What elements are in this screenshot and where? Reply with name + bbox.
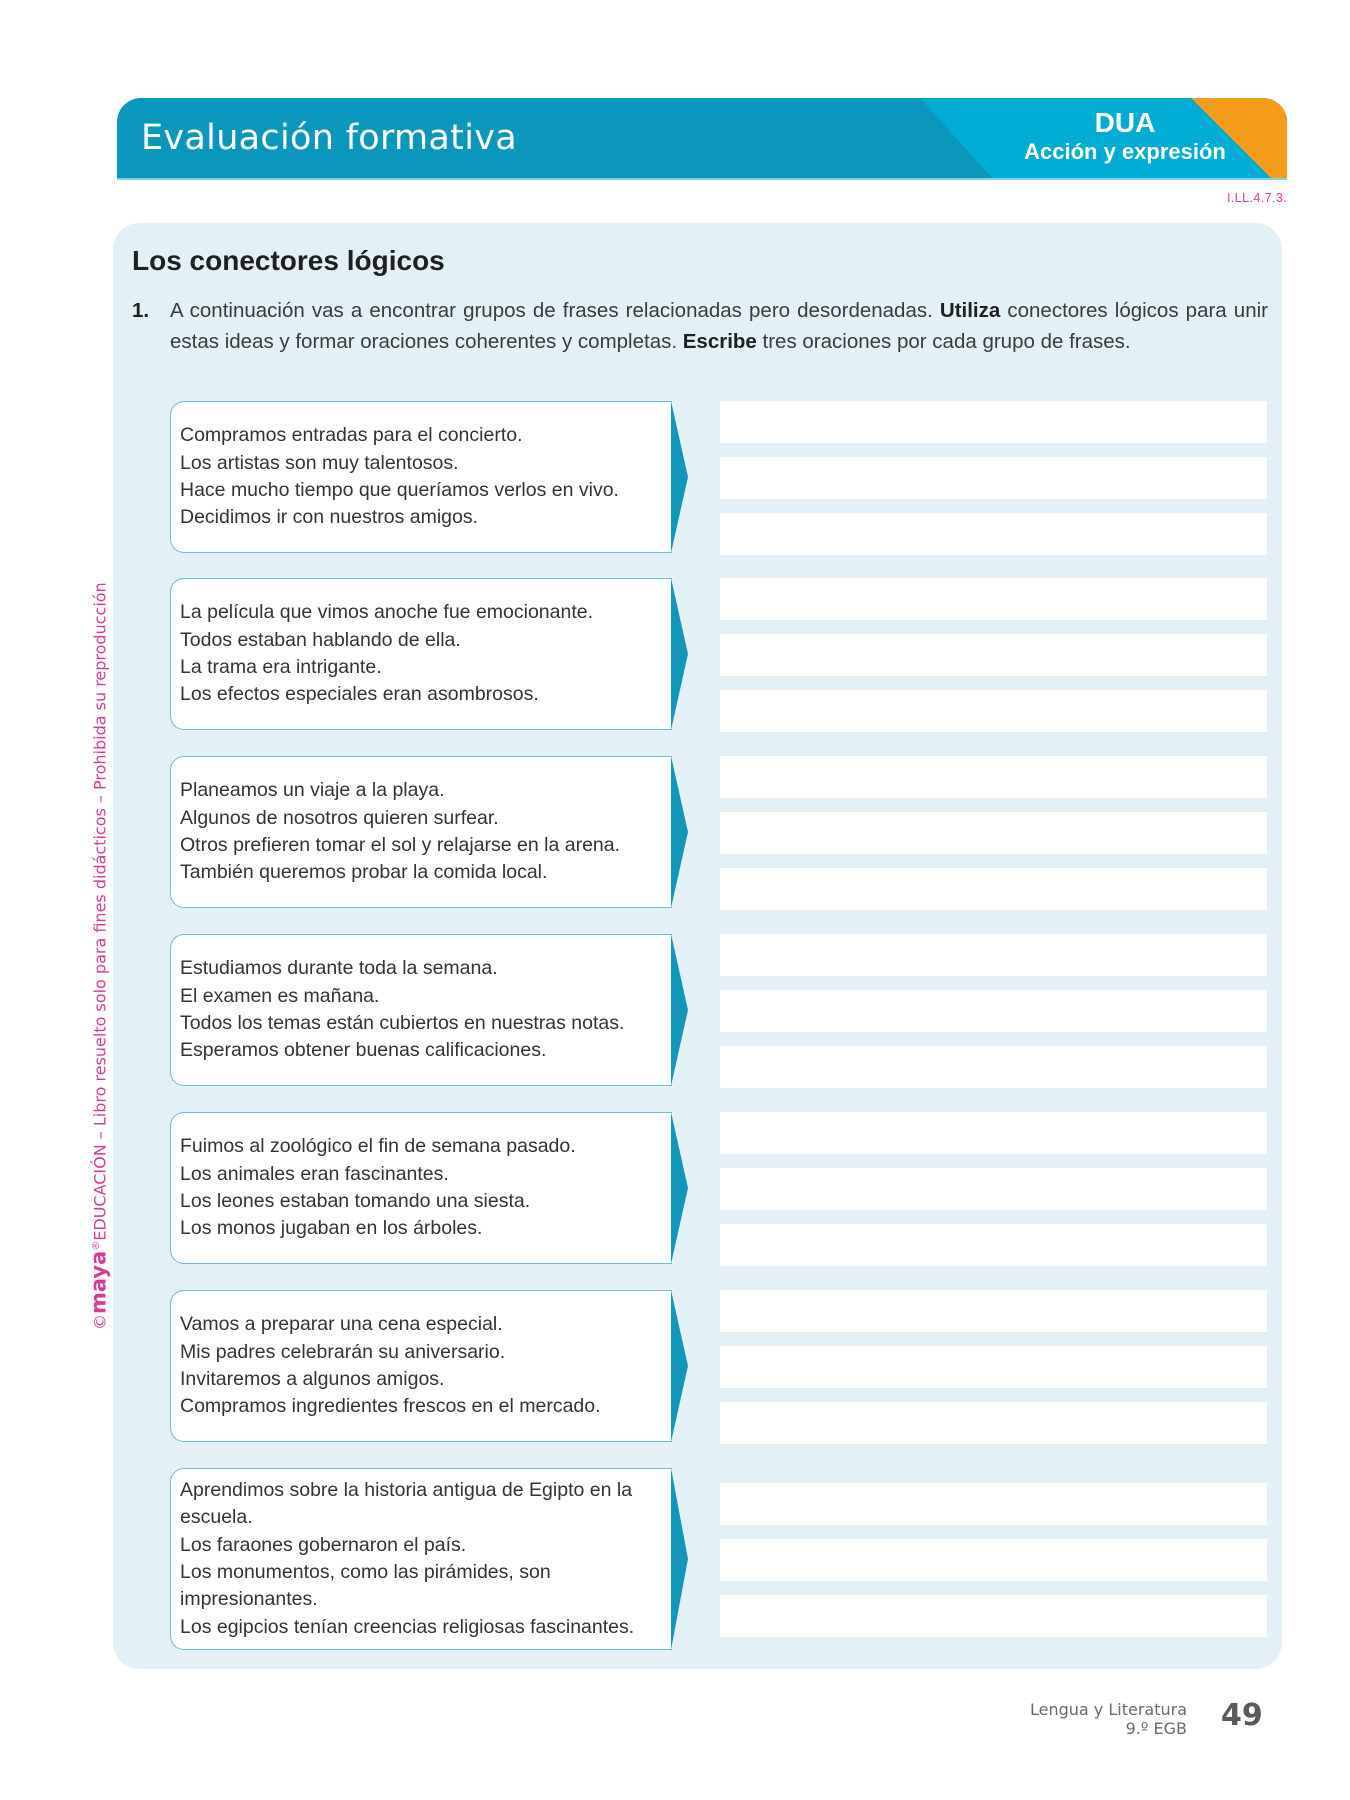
phrase-group (170, 578, 1267, 730)
dua-badge (1010, 108, 1240, 166)
subject-name: Lengua y Literatura (1029, 1700, 1187, 1719)
instruction-keyword-utiliza: Utiliza (939, 299, 1001, 322)
phrase-box (170, 1468, 672, 1650)
phrase-line: Mis padres celebrarán su aniversario. (180, 1340, 506, 1363)
phrase-line: También queremos probar la comida local. (180, 861, 548, 884)
phrase-line: El examen es mañana. (180, 984, 380, 1007)
phrase-line: Los monumentos, como las pirámides, son impresionantes. (180, 1561, 551, 1611)
phrase-box (170, 934, 672, 1086)
answer-field[interactable] (720, 812, 1267, 854)
section-heading: Los conectores lógicos (132, 245, 445, 276)
instruction-text (170, 296, 1268, 357)
phrase-line: Los egipcios tenían creencias religiosas fascinantes. (180, 1615, 635, 1638)
answer-field[interactable] (720, 513, 1267, 555)
phrase-box (170, 756, 672, 908)
copyright-symbol: © (90, 1314, 110, 1330)
answer-field[interactable] (720, 457, 1267, 499)
arrow-right-icon (670, 401, 690, 553)
phrase-line: Los efectos especiales eran asombrosos. (180, 683, 539, 706)
page-number: 49 (1221, 1698, 1263, 1733)
phrase-line: Decidimos ir con nuestros amigos. (180, 506, 479, 529)
phrase-line: Estudiamos durante toda la semana. (180, 957, 498, 980)
answer-field[interactable] (720, 1595, 1267, 1637)
answer-field[interactable] (720, 934, 1267, 976)
answer-field[interactable] (720, 1112, 1267, 1154)
copyright-watermark (86, 488, 111, 1330)
answer-field[interactable] (720, 1402, 1267, 1444)
header-banner (117, 98, 1287, 180)
dua-subtitle: Acción y expresión (1024, 139, 1226, 164)
exercise-number: 1. (132, 299, 150, 322)
instruction-part: A continuación vas a encontrar grupos de frases relacionadas pero desordenadas. (170, 299, 940, 322)
phrase-group (170, 934, 1267, 1086)
phrase-box (170, 401, 672, 553)
watermark-text: EDUCACIÓN – Libro resuelto solo para fines didácticos – Prohibida su reproducción (90, 582, 110, 1241)
indicator-code: I.LL.4.7.3. (1226, 190, 1287, 205)
answer-field[interactable] (720, 1168, 1267, 1210)
answer-field[interactable] (720, 1346, 1267, 1388)
grade-level: 9.º EGB (1125, 1719, 1187, 1738)
footer-subject (1030, 1700, 1187, 1738)
arrow-right-icon (670, 578, 690, 730)
answer-field[interactable] (720, 1290, 1267, 1332)
phrase-line: Esperamos obtener buenas calificaciones. (180, 1039, 547, 1062)
phrase-group (170, 1468, 1267, 1650)
answer-field[interactable] (720, 868, 1267, 910)
phrase-box (170, 578, 672, 730)
answer-field[interactable] (720, 1483, 1267, 1525)
answer-field[interactable] (720, 401, 1267, 443)
instruction-part: conectores lógicos para unir estas ideas y formar oraciones coherentes y completas. (170, 299, 1268, 353)
phrase-group (170, 1290, 1267, 1442)
instruction-part: tres oraciones por cada grupo de frases. (756, 329, 1131, 353)
phrase-line: Planeamos un viaje a la playa. (180, 779, 445, 802)
phrase-group (170, 756, 1267, 908)
phrase-line: Aprendimos sobre la historia antigua de Egipto en la escuela. (180, 1479, 633, 1529)
answer-field[interactable] (720, 1046, 1267, 1088)
phrase-group (170, 401, 1267, 553)
phrase-line: Algunos de nosotros quieren surfear. (180, 806, 499, 829)
brand-logo: maya (86, 1250, 111, 1314)
exercise-panel (113, 223, 1282, 1669)
phrase-box (170, 1112, 672, 1264)
phrase-line: Hace mucho tiempo que queríamos verlos en vivo. (180, 479, 619, 501)
phrase-line: Los monos jugaban en los árboles. (180, 1217, 483, 1240)
page-title: Evaluación formativa (141, 118, 517, 158)
answer-field[interactable] (720, 1224, 1267, 1266)
answer-field[interactable] (720, 578, 1267, 620)
phrase-line: La trama era intrigante. (180, 656, 382, 678)
answer-field[interactable] (720, 990, 1267, 1032)
registered-symbol: ® (91, 1240, 102, 1251)
phrase-line: Otros prefieren tomar el sol y relajarse en la arena. (180, 834, 621, 856)
answer-field[interactable] (720, 1539, 1267, 1581)
phrase-line: Los leones estaban tomando una siesta. (180, 1190, 531, 1212)
phrase-line: Todos los temas están cubiertos en nuestras notas. (180, 1012, 625, 1034)
phrase-line: Los faraones gobernaron el país. (180, 1533, 467, 1556)
arrow-right-icon (670, 1290, 690, 1442)
phrase-line: Invitaremos a algunos amigos. (180, 1368, 445, 1390)
exercise-instruction (132, 296, 1268, 357)
phrase-line: Los artistas son muy talentosos. (180, 451, 459, 474)
phrase-line: Compramos entradas para el concierto. (180, 424, 523, 447)
answer-field[interactable] (720, 690, 1267, 732)
arrow-right-icon (670, 1468, 690, 1650)
phrase-line: Fuimos al zoológico el fin de semana pasado. (180, 1135, 576, 1158)
answer-field[interactable] (720, 634, 1267, 676)
phrase-line: Los animales eran fascinantes. (180, 1162, 449, 1185)
phrase-line: Todos estaban hablando de ella. (180, 628, 461, 651)
instruction-keyword-escribe: Escribe (682, 329, 757, 353)
answer-field[interactable] (720, 756, 1267, 798)
arrow-right-icon (670, 756, 690, 908)
phrase-box (170, 1290, 672, 1442)
phrase-line: Vamos a preparar una cena especial. (180, 1313, 503, 1336)
phrase-line: La película que vimos anoche fue emocionante. (180, 601, 594, 624)
dua-title: DUA (1094, 107, 1156, 138)
phrase-line: Compramos ingredientes frescos en el mercado. (180, 1395, 601, 1418)
arrow-right-icon (670, 1112, 690, 1264)
phrase-group (170, 1112, 1267, 1264)
arrow-right-icon (670, 934, 690, 1086)
